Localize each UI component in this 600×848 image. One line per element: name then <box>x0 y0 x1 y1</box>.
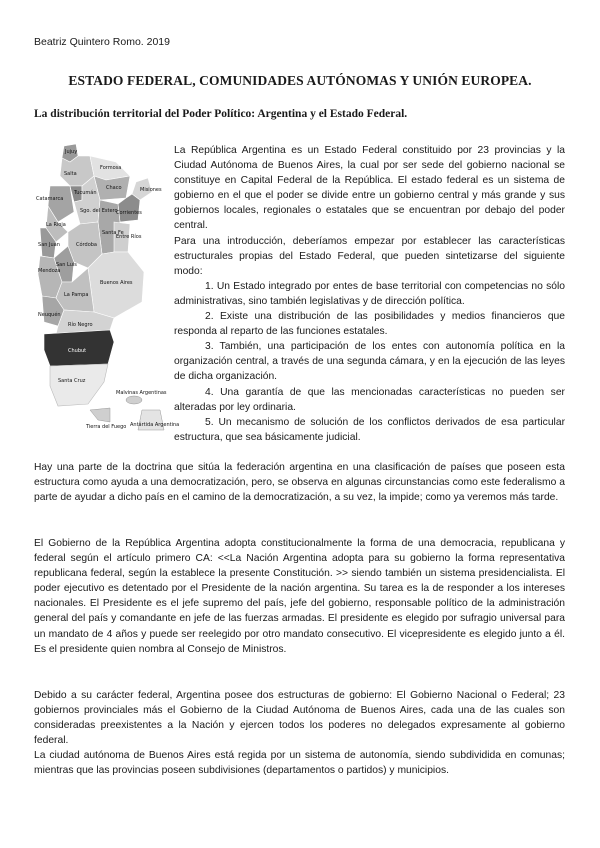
paragraph-text: El Gobierno de la República Argentina adopta constitucionalmente la forma de una democracia, republicana y federal según el artículo primero CA: <<La Nación Argentina adopta para su gobierno la forma representativa republicana federal, según la establece la presente Constitución. >> siendo también un sistema presidencialista. El poder ejecutivo es detentado por el Presidente de la nación argentina. Su tarea es la de responder a los intereses nacionales. El Presidente es el jefe supremo del país, jefe del gobierno, responsable político de la administración general del país y comandante en jefe de las fuerzas armadas. El presidente es elegido por sufragio universal para un mandato de 4 años y puede ser reelegido por otro mandato consecutivo. El vicepresidente es elegido junto a él. Es el presidente quien nombra al Consejo de Ministros. <box>34 538 565 655</box>
map-label: Santa Fe <box>102 230 124 236</box>
paragraph-text: Debido a su carácter federal, Argentina posee dos estructuras de gobierno: El Gobierno Nacional o Federal; 23 gobiernos provinciales más el Gobierno de la Ciudad Autónoma de Buenos Aires, cada una de las cuales son consideradas preexistentes a la Nación y ejercen todos los poderes no delegados expresamente al gobierno federal. <box>34 690 565 747</box>
map-label: Santa Cruz <box>58 378 86 384</box>
map-label: La Rioja <box>46 222 66 228</box>
document-title: ESTADO FEDERAL, COMUNIDADES AUTÓNOMAS Y UNIÓN EUROPEA. <box>68 73 532 88</box>
map-label: Río Negro <box>68 322 93 328</box>
map-label: Salta <box>64 171 77 177</box>
map-label: Sgo. del Estero <box>80 208 118 214</box>
body-paragraph-structures <box>34 688 565 779</box>
map-label: Tucumán <box>74 190 97 196</box>
list-item: 2. Existe una distribución de las posibilidades y medios financieros que responda al reparto de las funciones estatales. <box>174 311 565 338</box>
map-label: La Pampa <box>64 292 89 298</box>
intro-paragraph: Para una introducción, deberíamos empezar por establecer las características estructurales propias del Estado Federal, que pueden sintetizarse del siguiente modo: <box>174 235 565 277</box>
map-label: Entre Ríos <box>116 234 142 240</box>
map-label: Mendoza <box>38 268 61 274</box>
map-label: Antártida Argentina <box>130 422 180 428</box>
map-label: Malvinas Argentinas <box>116 390 167 396</box>
paragraph-text: La ciudad autónoma de Buenos Aires está regida por un sistema de autonomía, siendo subdividida en comunas; mientras que las provincias poseen subdivisiones (departamentos o partidos) y municipios. <box>34 750 565 777</box>
list-item: 4. Una garantía de que las mencionadas características no pueden ser alteradas por ley ordinaria. <box>174 386 565 413</box>
intro-paragraph: La República Argentina es un Estado Federal constituido por 23 provincias y la Ciudad Autónoma de Buenos Aires, la cual por ser sede del gobierno nacional se constituye en Capital Federal de la República. El estado federal es un sistema de gobierno en el que el poder se divide entre un gobierno central y más grande y sus gobiernos locales, regionales o estatales que se encuentran por debajo del poder central. <box>174 145 565 232</box>
intro-section <box>174 143 565 445</box>
map-islands-malvinas <box>126 396 142 404</box>
author-line: Beatriz Quintero Romo. 2019 <box>34 36 170 48</box>
map-label: Catamarca <box>36 196 64 202</box>
list-item: 1. Un Estado integrado por entes de base territorial con competencias no sólo administrativas, sino también legislativas y de dirección política. <box>174 280 565 307</box>
section-subtitle: La distribución territorial del Poder Político: Argentina y el Estado Federal. <box>34 108 408 120</box>
body-paragraph-doctrine <box>34 460 565 505</box>
map-label: Buenos Aires <box>100 280 133 286</box>
paragraph-text: Hay una parte de la doctrina que sitúa la federación argentina en una clasificación de países que poseen esta estructura como ayuda a una democratización, pero, se observa en algunas circunstancias como este federalismo a parte de ayudar a dicho país en el camino de la democratización, a su vez, la impide; como ya veremos más tarde. <box>34 462 565 504</box>
body-paragraph-government <box>34 536 565 657</box>
map-label: Formosa <box>100 165 122 171</box>
map-label: Corrientes <box>116 210 142 216</box>
map-label: Jujuy <box>65 149 78 155</box>
list-item: 5. Un mecanismo de solución de los conflictos derivados de esa particular estructura, que sea básicamente judicial. <box>174 416 565 443</box>
map-label: Córdoba <box>76 242 97 248</box>
list-item: 3. También, una participación de los entes con autonomía política en la organización central, a través de una segunda cámara, y en la ejecución de las leyes de dicha organización. <box>174 341 565 383</box>
map-label: Misiones <box>140 187 162 193</box>
map-province-santacruz <box>50 364 108 406</box>
map-province-tierradelfuego <box>90 408 110 422</box>
map-label: Chaco <box>106 185 122 191</box>
map-label: San Luis <box>56 262 77 268</box>
map-label: Tierra del Fuego <box>86 424 127 430</box>
map-label: Chubut <box>68 348 87 354</box>
argentina-map-image <box>34 142 180 432</box>
map-label: San Juan <box>38 242 60 248</box>
map-label: Neuquén <box>38 312 61 318</box>
